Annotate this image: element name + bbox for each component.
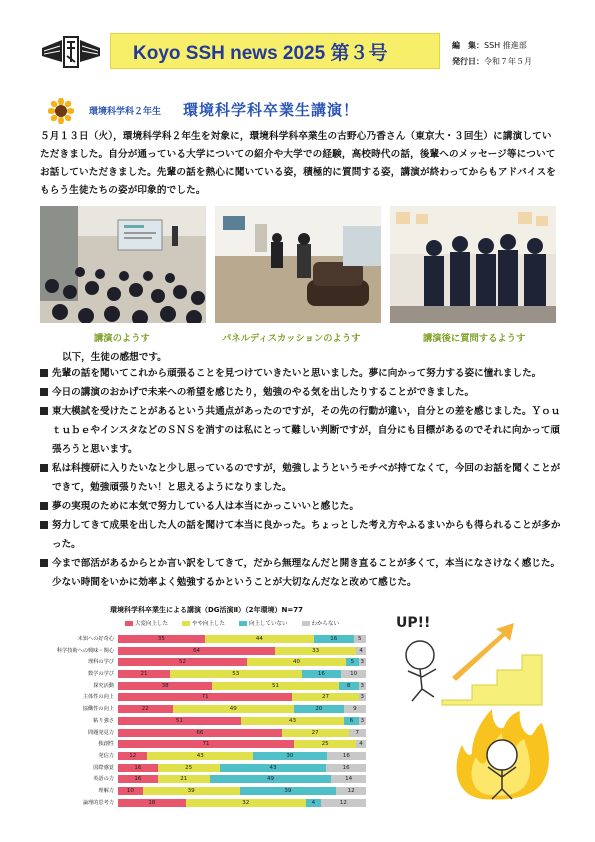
bar-segment: 30 <box>253 752 327 760</box>
bullet-square-icon <box>40 559 48 567</box>
school-logo <box>40 34 102 70</box>
running-character-icon <box>406 641 436 701</box>
bar-segment: 3 <box>360 694 365 701</box>
stacked-bar <box>118 670 366 678</box>
legend-item <box>182 619 225 627</box>
bar-segment: 51 <box>212 682 338 690</box>
lecture-photo <box>40 206 206 323</box>
bar-segment: 16 <box>326 764 366 772</box>
bar-segment: 40 <box>247 658 346 666</box>
issued-value: 令和７年５月 <box>484 57 532 66</box>
panel-discussion-photo <box>215 206 381 323</box>
bar-segment: 16 <box>314 635 354 643</box>
bullet-square-icon <box>40 521 48 529</box>
bullet-square-icon <box>40 388 48 396</box>
chart-row <box>40 750 370 762</box>
bar-segment: 5 <box>346 658 358 666</box>
bar-segment: 4 <box>356 740 366 748</box>
newsletter-title-text: Koyo SSH news 2025 第３号 <box>133 42 388 64</box>
chart-row <box>40 738 370 750</box>
bullet-square-icon <box>40 369 48 377</box>
chart-legend <box>125 619 339 627</box>
comment-item <box>40 497 562 516</box>
bar-segment: 27 <box>282 729 349 737</box>
bar-segment: 5 <box>354 635 366 643</box>
bar-segment: 39 <box>143 787 240 795</box>
stacked-bar <box>118 693 366 701</box>
legend-swatch <box>125 621 133 626</box>
category-label: 理解力 <box>98 787 114 794</box>
stacked-bar <box>118 717 366 725</box>
photo-caption-panel: パネルディスカッションのようす <box>222 333 361 344</box>
bar-segment: 53 <box>170 670 301 678</box>
bar-segment: 12 <box>321 799 366 807</box>
category-label: 数学の学び <box>88 671 114 678</box>
chart-row <box>40 773 370 785</box>
bar-segment: 66 <box>118 729 282 737</box>
bar-segment: 32 <box>186 799 306 807</box>
legend-label: 向上していない <box>249 621 288 627</box>
bar-segment: 25 <box>158 764 220 772</box>
category-label: 問題発見力 <box>88 729 114 736</box>
category-label: 協働性の向上 <box>82 706 114 713</box>
bar-segment: 4 <box>356 647 366 655</box>
bar-segment: 3 <box>360 682 364 689</box>
bar-segment: 71 <box>118 740 294 748</box>
stacked-bar <box>118 799 366 807</box>
comment-item <box>40 516 562 554</box>
legend-swatch <box>239 621 247 626</box>
bullet-square-icon <box>40 502 48 510</box>
stacked-bar <box>118 729 366 737</box>
bar-segment: 10 <box>118 787 143 795</box>
category-label: 国際感覚 <box>93 764 114 771</box>
stacked-bar <box>118 647 366 655</box>
legend-item <box>125 619 168 627</box>
category-label: 発信力 <box>98 752 114 759</box>
chart-row <box>40 680 370 692</box>
legend-label: わからない <box>311 621 340 627</box>
comment-text: 先輩の話を聞いてこれから頑張ることを見つけていきたいと思いました。夢に向かって努力する姿に憧れました。 <box>52 368 542 379</box>
comment-item <box>40 402 562 459</box>
legend-label: やや向上した <box>192 621 226 627</box>
legend-label: 大変向上した <box>135 621 169 627</box>
category-label: 論理的思考力 <box>82 799 114 806</box>
stacked-bar <box>118 740 366 748</box>
stacked-bar <box>118 682 366 690</box>
bullet-square-icon <box>40 407 48 415</box>
bar-segment: 16 <box>302 670 342 678</box>
bar-segment: 22 <box>118 705 173 713</box>
bar-segment: 16 <box>327 752 366 760</box>
category-label: 未知への好奇心 <box>77 636 114 642</box>
legend-swatch <box>302 621 310 626</box>
bar-segment: 49 <box>210 775 332 783</box>
intro-paragraph: ５月１３日（火），環境科学科２年生を対象に，環境科学科卒業生の古野心乃香さん（東京大・３回生）に講演していただきました。自分が通っている大学についての紹介や大学での経験，高校時代の話，後輩へのメッセージ等についてお話していただきました。先輩の話を熱心に聞いている姿，積極的に質問する姿，講演が終わってからもアドバイスをもらう生徒たちの姿が印象的でした。 <box>40 131 557 196</box>
chart-row <box>40 785 370 797</box>
bar-segment: 49 <box>173 705 295 713</box>
bar-segment: 3 <box>360 659 364 666</box>
category-label: 英語の力 <box>93 776 114 783</box>
comment-item <box>40 383 562 402</box>
survey-chart <box>40 605 370 806</box>
bar-segment: 64 <box>118 647 275 655</box>
chart-row <box>40 762 370 774</box>
bar-segment: 27 <box>292 693 358 701</box>
bar-segment: 7 <box>349 729 366 737</box>
chart-title: 環境科学科卒業生による講演（DG活演Ⅱ）（2年環境）N=77 <box>110 606 304 614</box>
category-label: 粘り強さ <box>93 717 114 724</box>
section-subtitle: 環境科学科２年生 <box>89 107 162 117</box>
category-label: 独創性 <box>98 741 114 748</box>
comment-item <box>40 459 562 497</box>
issued-label: 発行日： <box>452 57 484 66</box>
editor-label: 編 集： <box>452 41 484 50</box>
stacked-bar <box>118 752 366 760</box>
comments-lead: 以下，生徒の感想です。 <box>62 352 167 363</box>
chart-row <box>40 727 370 739</box>
bar-segment: 51 <box>118 717 241 725</box>
chart-row <box>40 633 370 645</box>
newsletter-meta <box>452 38 532 70</box>
chart-row <box>40 691 370 703</box>
comment-text: 今日の講演のおかげで未来への希望を感じたり，勉強のやる気を出したりすることができました。 <box>52 387 475 398</box>
category-label: 主体性の向上 <box>82 694 114 701</box>
comment-item <box>40 554 562 592</box>
comment-text: 東大模試を受けたことがあるという共通点があったのですが，その先の行動が違い，自分との差を感じました。ＹｏｕｔｕｂｅやインスタなどのＳＮＳを消すのは私にとって難しい判断ですが，自分にも目標があるのでそれに向かって頑張ろうと思います。 <box>52 406 561 455</box>
bar-segment: 4 <box>306 799 321 807</box>
bar-segment: 43 <box>241 717 345 725</box>
bar-segment: 43 <box>220 764 327 772</box>
chart-row <box>40 668 370 680</box>
comments-list <box>40 364 562 592</box>
bar-segment: 44 <box>205 635 314 643</box>
bar-segment: 10 <box>341 670 366 678</box>
bar-segment: 35 <box>118 635 205 643</box>
comment-text: 努力してきて成果を出した人の話を聞けて本当に良かった。ちょっとした考え方やふるまいからも得られることが多かった。 <box>52 520 561 550</box>
bar-segment: 16 <box>118 775 158 783</box>
photo-caption-question: 講演後に質問するようす <box>423 333 526 344</box>
bar-segment: 25 <box>294 740 356 748</box>
legend-swatch <box>182 621 190 626</box>
comment-text: 夢の実現のために本気で努力している人は本当にかっこいいと感じた。 <box>52 501 359 512</box>
bar-segment: 52 <box>118 658 247 666</box>
bar-segment: 21 <box>118 670 170 678</box>
bar-segment: 43 <box>147 752 253 760</box>
photo-caption-lecture: 講演のようす <box>94 333 150 344</box>
bar-segment: 8 <box>339 682 359 690</box>
bar-segment: 9 <box>344 705 366 713</box>
comment-text: 今まで部活があるからとか言い訳をしてきて，だから無理なんだと開き直ることが多くて，本当になさけなく感じた。少ない時間をいかに効率よく勉強するかということが大切なんだなと改めて感じた。 <box>52 558 561 588</box>
up-text: UP!! <box>396 615 431 631</box>
bar-segment: 12 <box>336 787 366 795</box>
comment-text: 私は科捜研に入りたいなと少し思っているのですが，勉強しようというモチベが持てなくて，今回のお話を聞くことができて，勉強頑張りたい！と思えるようになりました。 <box>52 463 561 493</box>
legend-item <box>239 619 288 627</box>
category-label: 理科の学び <box>88 659 114 666</box>
sunflower-icon <box>48 98 74 124</box>
bar-segment: 20 <box>294 705 344 713</box>
bar-segment: 14 <box>331 775 366 783</box>
stacked-bar <box>118 658 366 666</box>
bar-segment: 16 <box>118 764 158 772</box>
stacked-bar <box>118 635 366 643</box>
bar-segment: 3 <box>360 717 365 724</box>
up-illustration <box>392 605 562 800</box>
chart-row <box>40 703 370 715</box>
chart-row <box>40 715 370 727</box>
comment-item <box>40 364 562 383</box>
section-title: 環境科学科卒業生講演！ <box>183 101 360 119</box>
bar-segment: 71 <box>118 693 292 701</box>
editor-value: SSH 推進部 <box>484 41 527 50</box>
bar-segment: 21 <box>158 775 210 783</box>
chart-row <box>40 645 370 657</box>
stacked-bar <box>118 764 366 772</box>
newsletter-title <box>110 33 440 69</box>
question-session-photo <box>390 206 556 323</box>
bar-segment: 12 <box>118 752 147 760</box>
bullet-square-icon <box>40 464 48 472</box>
category-label: 科学技術への興味・関心 <box>56 647 114 654</box>
stacked-bar <box>118 787 366 795</box>
bar-segment: 39 <box>240 787 337 795</box>
category-label: 探究活動 <box>93 682 114 689</box>
chart-rows <box>40 633 370 808</box>
chart-row <box>40 797 370 809</box>
legend-item <box>302 619 340 627</box>
stacked-bar <box>118 775 366 783</box>
bar-segment: 6 <box>344 717 358 725</box>
bar-segment: 33 <box>275 647 356 655</box>
bar-segment: 18 <box>118 799 186 807</box>
bar-segment: 38 <box>118 682 212 690</box>
stacked-bar <box>118 705 366 713</box>
chart-row <box>40 656 370 668</box>
